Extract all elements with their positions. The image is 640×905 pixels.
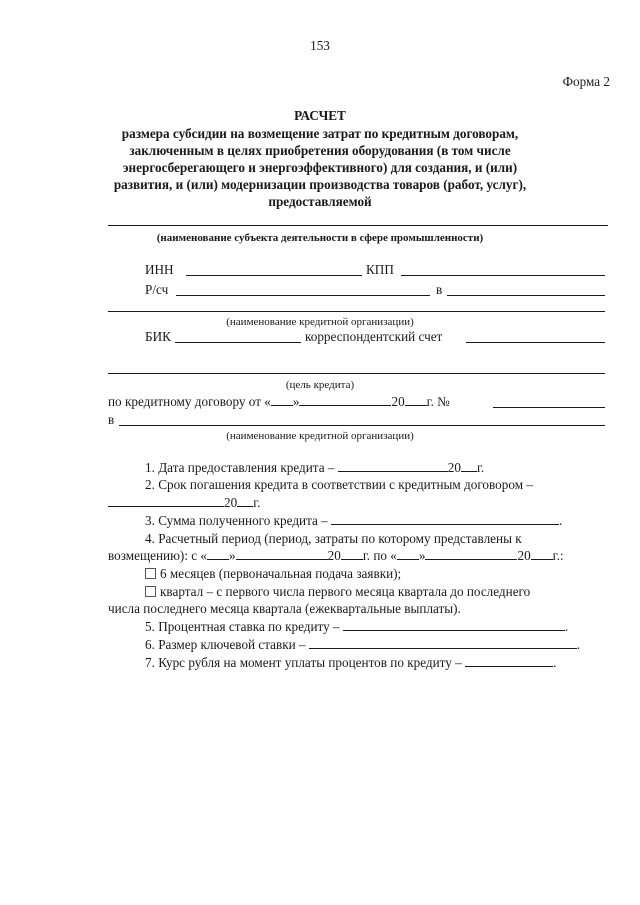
credit-org-caption: (наименование кредитной организации) bbox=[226, 316, 414, 328]
credit-purpose-caption: (цель кредита) bbox=[285, 379, 355, 391]
inn-field[interactable] bbox=[186, 275, 362, 276]
credit-org-line-2[interactable] bbox=[119, 425, 605, 426]
item-2-line-2: 20 г. bbox=[108, 495, 260, 511]
ruble-rate-field[interactable] bbox=[465, 655, 553, 667]
account-bank-field[interactable] bbox=[447, 295, 605, 296]
item-5: 5. Процентная ставка по кредиту – . bbox=[145, 619, 569, 634]
subject-caption: (наименование субъекта деятельности в сфере промышленности) bbox=[156, 232, 484, 244]
inn-label: ИНН bbox=[145, 262, 174, 277]
item-3: 3. Сумма полученного кредита – . bbox=[145, 513, 563, 528]
credit-purpose-line[interactable] bbox=[108, 373, 605, 374]
document-heading: РАСЧЕТ bbox=[294, 108, 346, 123]
account-in-label: в bbox=[436, 282, 443, 297]
contract-year-field[interactable] bbox=[405, 394, 427, 406]
interest-rate-field[interactable] bbox=[343, 619, 565, 631]
period-to-day-field[interactable] bbox=[397, 548, 419, 560]
kpp-field[interactable] bbox=[401, 275, 605, 276]
checkbox-icon[interactable] bbox=[145, 568, 156, 579]
item-6: 6. Размер ключевой ставки – . bbox=[145, 637, 581, 652]
repayment-date-field[interactable] bbox=[108, 495, 224, 507]
contract-number-field[interactable] bbox=[493, 407, 605, 408]
item-1: 1. Дата предоставления кредита – 20 г. bbox=[145, 460, 485, 475]
repayment-year-field[interactable] bbox=[237, 495, 253, 507]
title-line: заключенным в целях приобретения оборудования (в том числе bbox=[129, 143, 511, 158]
title-line: развития, и (или) модернизации производства товаров (работ, услуг), bbox=[113, 177, 527, 192]
item-4-line-2: возмещению): с « » 20 г. по « » 20 г.: bbox=[108, 548, 564, 563]
corr-account-label: корреспондентский счет bbox=[305, 329, 443, 344]
option-6-months[interactable]: 6 месяцев (первоначальная подача заявки); bbox=[145, 566, 401, 582]
period-from-year-field[interactable] bbox=[341, 548, 363, 560]
option-quarter-line-2: числа последнего месяца квартала (ежеквартальные выплаты). bbox=[108, 601, 461, 616]
kpp-label: КПП bbox=[366, 262, 394, 277]
checkbox-icon[interactable] bbox=[145, 586, 156, 597]
credit-org-line[interactable] bbox=[108, 311, 605, 312]
subject-name-line[interactable] bbox=[108, 225, 608, 226]
contract-month-field[interactable] bbox=[299, 394, 391, 406]
bik-label: БИК bbox=[145, 329, 171, 344]
title-line: энергосберегающего и энергоэффективного) для создания, и (или) bbox=[122, 160, 518, 175]
corr-account-field[interactable] bbox=[466, 342, 605, 343]
credit-amount-field[interactable] bbox=[331, 513, 559, 525]
credit-date-field[interactable] bbox=[338, 460, 448, 472]
item-7: 7. Курс рубля на момент уплаты процентов по кредиту – . bbox=[145, 655, 557, 670]
option-quarter[interactable]: квартал – с первого числа первого месяца квартала до последнего bbox=[145, 584, 530, 600]
contract-day-field[interactable] bbox=[271, 394, 293, 406]
item-4: 4. Расчетный период (период, затраты по которому представлены к bbox=[145, 531, 522, 546]
item-2: 2. Срок погашения кредита в соответствии с кредитным договором – bbox=[145, 477, 533, 492]
credit-org-caption-2: (наименование кредитной организации) bbox=[226, 430, 414, 442]
form-label: Форма 2 bbox=[562, 74, 610, 89]
title-line: предоставляемой bbox=[268, 194, 372, 209]
account-label: Р/сч bbox=[145, 282, 169, 297]
page-number: 153 bbox=[310, 38, 330, 53]
credit-date-year-field[interactable] bbox=[461, 460, 477, 472]
title-line: размера субсидии на возмещение затрат по кредитным договорам, bbox=[121, 126, 519, 141]
in-label: в bbox=[108, 412, 115, 427]
period-to-month-field[interactable] bbox=[425, 548, 517, 560]
period-to-year-field[interactable] bbox=[531, 548, 553, 560]
contract-label: по кредитному договору от « » 20 г. № bbox=[108, 394, 450, 409]
key-rate-field[interactable] bbox=[309, 637, 577, 649]
bik-field[interactable] bbox=[175, 342, 301, 343]
period-from-month-field[interactable] bbox=[236, 548, 328, 560]
account-field[interactable] bbox=[176, 295, 430, 296]
period-from-day-field[interactable] bbox=[207, 548, 229, 560]
